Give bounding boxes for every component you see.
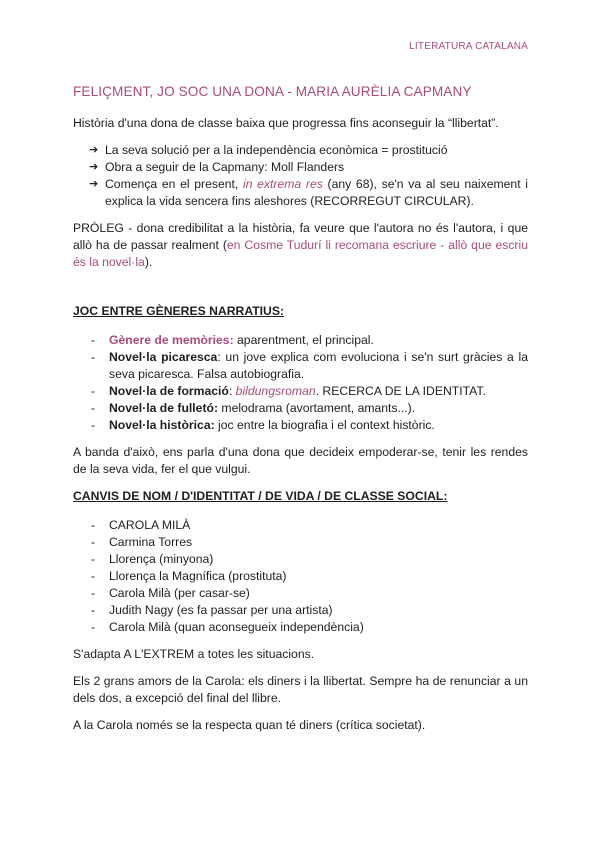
arrow-list — [73, 142, 528, 210]
list-item: - Novel·la de formació: bildungsroman. RECERCA DE LA IDENTITAT. — [91, 384, 486, 398]
loves-paragraph: Els 2 grans amors de la Carola: els diners i la llibertat. Sempre ha de renunciar a un dels dos, a excepció del final del llibre. — [73, 674, 528, 705]
proleg-paragraph: PRÒLEG - dona credibilitat a la història, fa veure que l'autora no és l'autora, i que allò ha de passar realment (en Cosme Tudurí li recomana escriure - allò que escriu és la novel·la). — [73, 221, 528, 269]
list-item: - Novel·la de fulletó: melodrama (avortament, amants...). — [91, 401, 416, 415]
dash-marker: - — [91, 569, 96, 583]
section-heading-names: CANVIS DE NOM / D'IDENTITAT / DE VIDA / DE CLASSE SOCIAL: — [73, 489, 448, 503]
proleg-note: en Cosme Tudurí li recomana escriure - allò que escriu és la novel·la — [73, 238, 528, 269]
list-item: ➔ Comença en el present, in extrema res (any 68), se'n va al seu naixement i explica la vida sencera fins aleshores (RECORREGUT CIRCULAR). — [89, 177, 528, 208]
dash-marker: - — [91, 552, 96, 566]
list-item: - Novel·la picaresca: un jove explica com evoluciona i se'n surt gràcies a la seva picaresca. Falsa autobiografia. — [91, 350, 528, 381]
dash-marker: - — [91, 586, 96, 600]
dash-marker: - — [91, 535, 96, 549]
section-heading-genres: JOC ENTRE GÈNERES NARRATIUS: — [73, 304, 285, 318]
dash-marker: - — [91, 401, 96, 415]
adapt-paragraph: S'adapta A L'EXTREM a totes les situacions. — [73, 647, 315, 661]
dash-marker: - — [91, 350, 96, 364]
empowerment-paragraph: A banda d'això, ens parla d'una dona que decideix empoderar-se, tenir les rendes de la seva vida, fer el que vulgui. — [73, 445, 528, 476]
list-item: ➔ La seva solució per a la independència econòmica = prostitució — [89, 143, 448, 157]
document-body — [73, 83, 528, 744]
list-item: - CAROLA MILÀ — [91, 518, 191, 532]
list-item: - Carola Milà (quan aconsegueix independència) — [91, 620, 364, 634]
list-item: ➔ Obra a seguir de la Capmany: Moll Flanders — [89, 160, 345, 174]
list-item: - Llorença la Magnífica (prostituta) — [91, 569, 287, 583]
page-header: LITERATURA CATALANA — [409, 41, 528, 52]
names-list — [73, 517, 528, 636]
intro-paragraph: Història d'una dona de classe baixa que progressa fins aconseguir la “llibertat”. — [73, 116, 499, 130]
list-item: - Carola Milà (per casar-se) — [91, 586, 250, 600]
list-item: - Judith Nagy (es fa passar per una artista) — [91, 603, 333, 617]
document-title: FELIÇMENT, JO SOC UNA DONA - MARIA AURÈLIA CAPMANY — [73, 84, 472, 99]
arrow-icon: ➔ — [89, 144, 99, 156]
dash-marker: - — [91, 333, 96, 347]
list-item: - Gènere de memòries: aparentment, el principal. — [91, 333, 374, 347]
list-item: - Novel·la històrica: joc entre la biografia i el context històric. — [91, 418, 435, 432]
dash-marker: - — [91, 518, 96, 532]
respect-paragraph: A la Carola només se la respecta quan té diners (crítica societat). — [73, 718, 426, 732]
arrow-icon: ➔ — [89, 178, 99, 190]
dash-marker: - — [91, 418, 96, 432]
genres-list — [73, 332, 528, 434]
dash-marker: - — [91, 603, 96, 617]
arrow-icon: ➔ — [89, 161, 99, 173]
spacer — [73, 281, 528, 303]
list-item: - Llorença (minyona) — [91, 552, 214, 566]
dash-marker: - — [91, 384, 96, 398]
list-item: - Carmina Torres — [91, 535, 193, 549]
latin-term: in extrema res — [243, 177, 323, 191]
dash-marker: - — [91, 620, 96, 634]
